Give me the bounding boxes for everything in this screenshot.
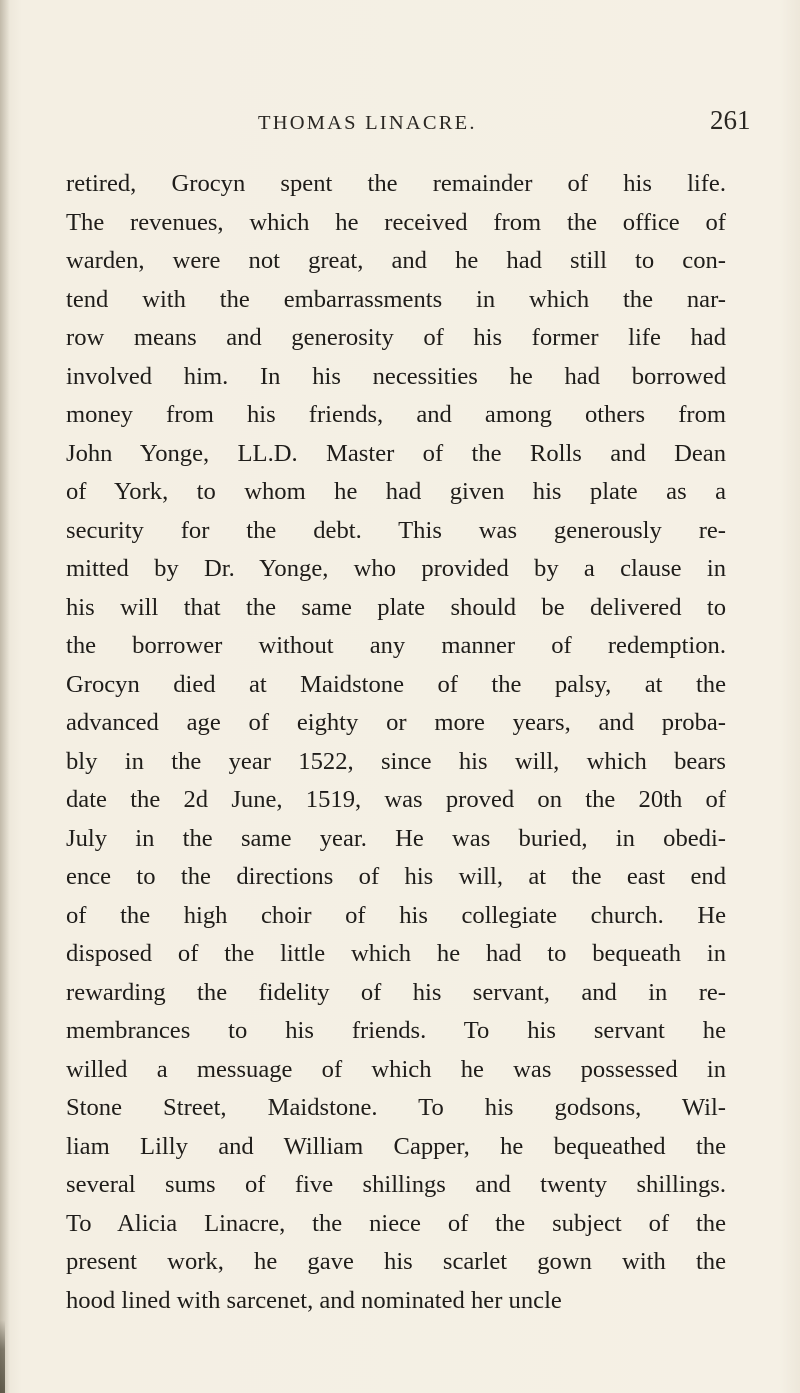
text-line: bly in the year 1522, since his will, which bears <box>66 747 726 775</box>
text-line: several sums of five shillings and twenty shillings. <box>66 1171 726 1198</box>
text-line: tend with the embarrassments in which the nar- <box>66 285 726 313</box>
text-line: row means and generosity of his former life had <box>66 324 726 351</box>
text-line: rewarding the fidelity of his servant, and in re- <box>66 978 726 1006</box>
text-line: The revenues, which he received from the office of <box>66 208 726 236</box>
text-line: hood lined with sarcenet, and nominated her uncle <box>66 1286 562 1314</box>
text-line: the borrower without any manner of redemption. <box>66 632 726 659</box>
gutter-shadow <box>0 0 10 1393</box>
text-line: willed a messuage of which he was possessed in <box>66 1055 726 1083</box>
text-line: retired, Grocyn spent the remainder of his life. <box>66 170 726 197</box>
text-line: Stone Street, Maidstone. To his godsons, Wil- <box>66 1094 726 1121</box>
text-line: To Alicia Linacre, the niece of the subject of the <box>66 1209 726 1237</box>
text-line: membrances to his friends. To his servant he <box>66 1017 726 1044</box>
running-title: THOMAS LINACRE. <box>258 112 477 134</box>
page-number: 261 <box>710 105 751 135</box>
text-line: present work, he gave his scarlet gown with the <box>66 1248 726 1275</box>
text-line: ence to the directions of his will, at the east end <box>66 863 726 890</box>
text-line: date the 2d June, 1519, was proved on the 20th of <box>66 786 726 813</box>
text-line: his will that the same plate should be delivered to <box>66 593 726 621</box>
text-line: security for the debt. This was generously re- <box>66 516 726 544</box>
text-line: July in the same year. He was buried, in obedi- <box>66 824 726 852</box>
text-line: of York, to whom he had given his plate as a <box>66 478 726 505</box>
running-head <box>0 105 800 142</box>
text-line: liam Lilly and William Capper, he bequeathed the <box>66 1132 726 1160</box>
text-line: money from his friends, and among others from <box>66 401 726 428</box>
text-line: advanced age of eighty or more years, and proba- <box>66 709 726 736</box>
text-line: warden, were not great, and he had still to con- <box>66 247 726 274</box>
text-line: mitted by Dr. Yonge, who provided by a clause in <box>66 555 726 582</box>
text-line: disposed of the little which he had to bequeath in <box>66 940 726 967</box>
text-line: of the high choir of his collegiate church. He <box>66 901 726 929</box>
body-text <box>66 165 726 1320</box>
text-line: John Yonge, LL.D. Master of the Rolls and Dean <box>66 439 726 467</box>
binding-mark <box>0 1320 5 1393</box>
text-line: Grocyn died at Maidstone of the palsy, at the <box>66 670 726 698</box>
text-line: involved him. In his necessities he had borrowed <box>66 362 726 390</box>
